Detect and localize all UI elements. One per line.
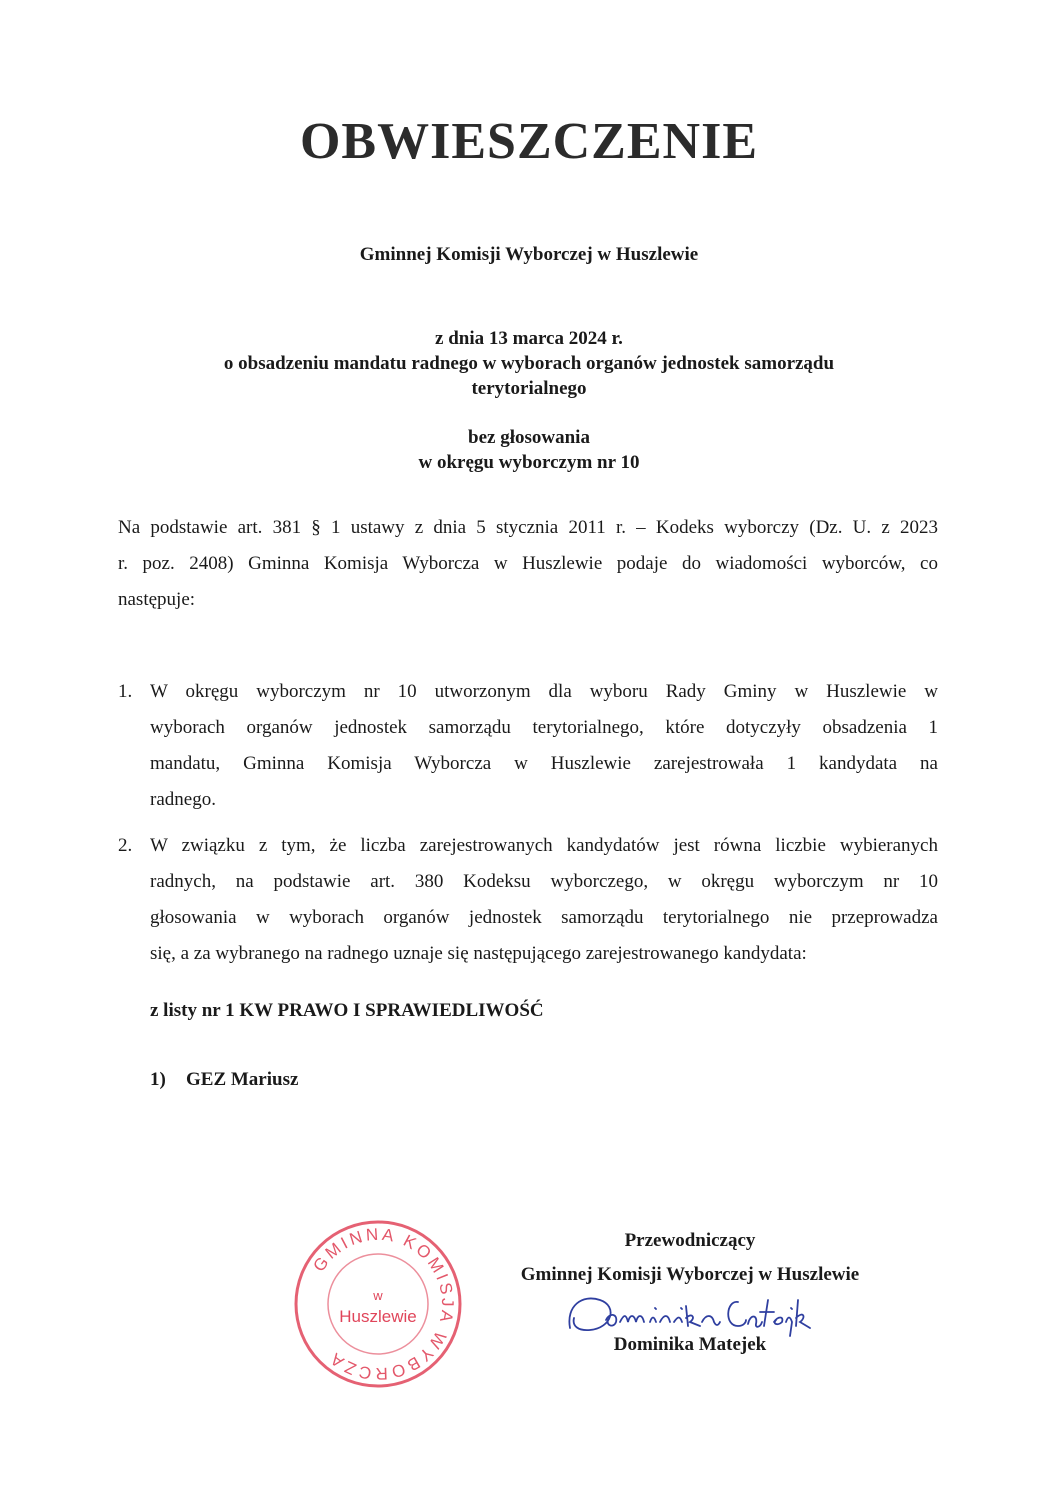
no-vote-line-1: bez głosowania (468, 427, 590, 448)
candidate-name: GEZ Mariusz (186, 1069, 299, 1090)
item-number: 2. (118, 835, 133, 856)
election-commission-stamp (292, 1218, 464, 1390)
list-heading: z listy nr 1 KW PRAWO I SPRAWIEDLIWOŚĆ (150, 1000, 544, 1021)
no-vote-line-2: w okręgu wyborczym nr 10 (418, 452, 640, 473)
issuing-authority: Gminnej Komisji Wyborczej w Huszlewie (359, 244, 699, 265)
item-line: W okręgu wyborczym nr 10 utworzonym dla wyboru Rady Gminy w Huszlewie w (150, 681, 938, 702)
item-line: radnego. (150, 789, 216, 810)
intro-line-2: r. poz. 2408) Gminna Komisja Wyborcza w Huszlewie podaje do wiadomości wyborców, co (118, 553, 938, 574)
intro-line-3: następuje: (118, 589, 196, 610)
subject-line-2: terytorialnego (471, 378, 587, 399)
item-line: W związku z tym, że liczba zarejestrowanych kandydatów jest równa liczbie wybieranych (150, 835, 938, 856)
item-line: głosowania w wyborach organów jednostek samorządu terytorialnego nie przeprowadza (150, 907, 938, 928)
stamp-center-top: w (373, 1288, 383, 1303)
item-line: się, a za wybranego na radnego uznaje się następującego zarejestrowanego kandydata: (150, 943, 807, 964)
intro-line-1: Na podstawie art. 381 § 1 ustawy z dnia 5 stycznia 2011 r. – Kodeks wyborczy (Dz. U. z 2023 (118, 517, 938, 538)
subject-line-1: o obsadzeniu mandatu radnego w wyborach organów jednostek samorządu (223, 353, 835, 374)
stamp-ring-text: GMINNA KOMISJA WYBORCZA (309, 1224, 458, 1384)
svg-text:GMINNA KOMISJA WYBORCZA (309, 1225, 457, 1384)
stamp-center-bottom: Huszlewie (339, 1307, 417, 1326)
item-number: 1. (118, 681, 133, 702)
signature-authority: Gminnej Komisji Wyborczej w Huszlewie (520, 1264, 860, 1285)
candidate-number: 1) (150, 1069, 166, 1090)
item-line: wyborach organów jednostek samorządu terytorialnego, które dotyczyły obsadzenia 1 (150, 717, 938, 738)
signature-role: Przewodniczący (624, 1230, 756, 1251)
document-title: OBWIESZCZENIE (299, 113, 759, 170)
intro-paragraph (118, 510, 938, 618)
date-line: z dnia 13 marca 2024 r. (435, 328, 623, 349)
item-line: mandatu, Gminna Komisja Wyborcza w Huszlewie zarejestrowała 1 kandydata na (150, 753, 938, 774)
item-line: radnych, na podstawie art. 380 Kodeksu wyborczego, w okręgu wyborczym nr 10 (150, 871, 938, 892)
signature-name: Dominika Matejek (613, 1334, 767, 1355)
